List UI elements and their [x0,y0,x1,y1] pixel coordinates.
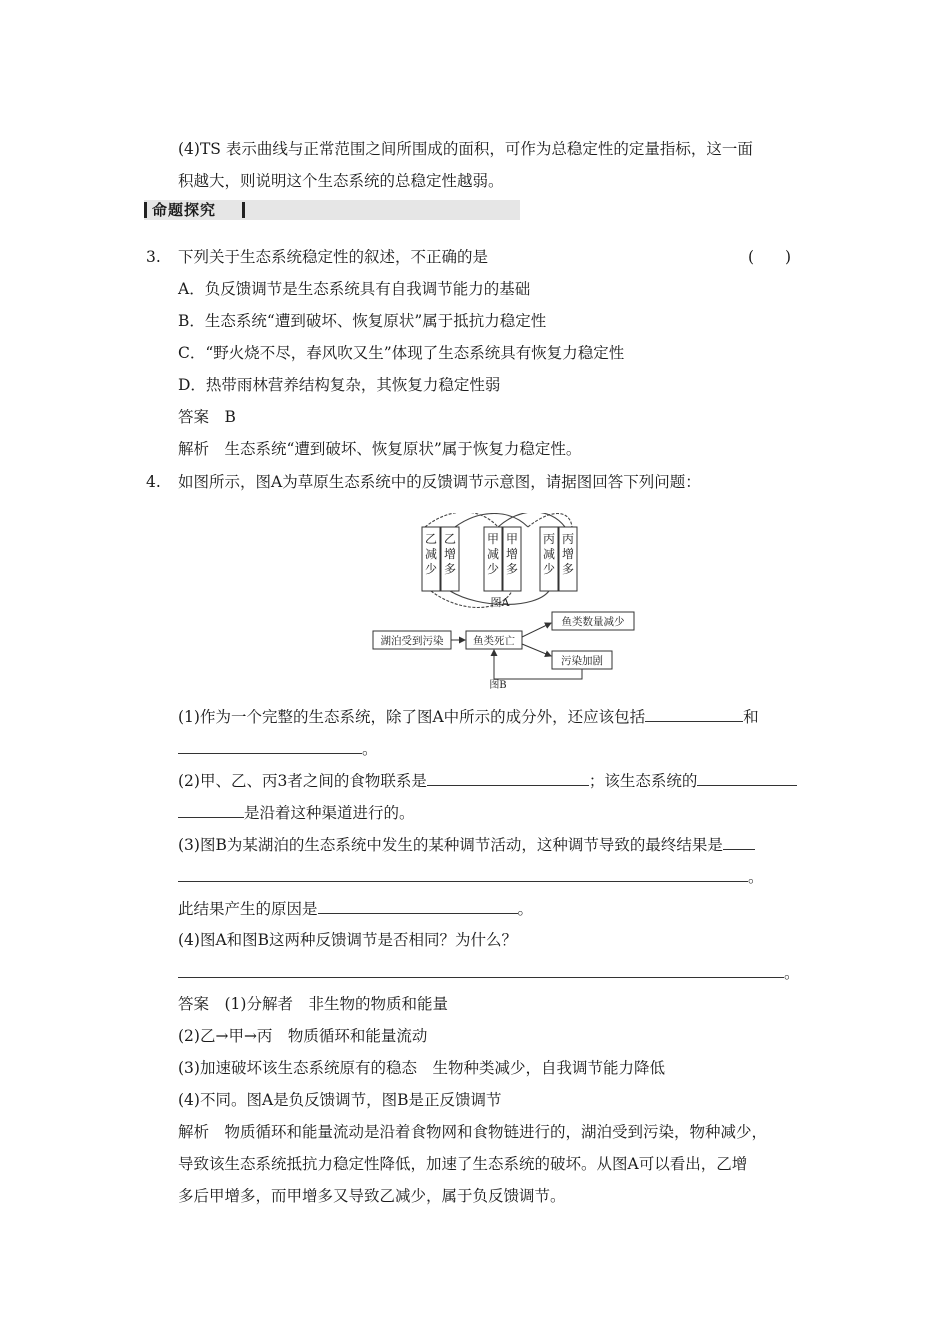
figB-node-fish-death-label: 鱼类死亡 [473,635,515,647]
q4-part3-end: 。 [748,868,764,886]
figA-box-char: 丙 [542,532,556,546]
q4-part4-line-2 [178,962,800,983]
q4-part3-text: (3)图B为某湖泊的生态系统中发生的某种调节活动，这种调节导致的最终结果是 [178,836,723,854]
figA-box-2 [441,527,459,591]
figB-node-lake-label: 湖泊受到污染 [380,635,444,647]
q4-part3-reason-end: 。 [517,900,534,918]
q4-part1-end: 。 [362,740,378,758]
q4-part3-blank-1[interactable] [723,834,755,850]
q4-number: 4. [146,473,161,491]
q4-analysis-3: 多后甲增多，而甲增多又导致乙减少，属于负反馈调节。 [178,1187,566,1205]
q4-answer-4: (4)不同。图A是负反馈调节，图B是正反馈调节 [178,1091,502,1109]
figA-box-5-label [543,532,555,576]
figA-box-char: 减 [424,547,438,561]
q4-answer-3: (3)加速破坏该生态系统原有的稳态 生物种类减少，自我调节能力降低 [178,1059,665,1077]
figA-box-3-label [487,532,499,576]
figA-box-4-label [506,532,518,576]
q4-part4: (4)图A和图B这两种反馈调节是否相同？为什么？ [178,931,518,949]
q3-option-a: A．负反馈调节是生态系统具有自我调节能力的基础 [178,280,531,298]
q4-part1-text: (1)作为一个完整的生态系统，除了图A中所示的成分外，还应该包括 [178,708,646,726]
q4-part2-text-b: ；该生态系统的 [588,772,698,790]
figB-caption: 图B [489,680,507,691]
q4-part3-line-3 [178,898,533,919]
figA-box-char: 甲 [505,532,519,546]
q4-part1 [178,706,759,727]
section-right-bar [242,202,245,218]
q4-analysis-1: 解析 物质循环和能量流动是沿着食物网和食物链进行的，湖泊受到污染，物种减少， [178,1123,768,1141]
section-header [144,200,520,220]
q4-part2-blank-1[interactable] [427,770,589,786]
q3-stem: 下列关于生态系统稳定性的叙述，不正确的是 [178,248,489,266]
figA-caption: 图A [490,596,510,609]
q3-analysis: 解析 生态系统“遭到破坏、恢复原状”属于恢复力稳定性。 [178,440,582,458]
figA-box-3 [484,527,502,591]
q4-answer-2: (2)乙→甲→丙 物质循环和能量流动 [178,1027,428,1045]
q3-number: 3. [146,248,161,266]
figB-node-fish-decrease-label: 鱼类数量减少 [561,616,625,628]
q3-option-b: B．生态系统“遭到破坏、恢复原状”属于抵抗力稳定性 [178,312,547,330]
q3-option-d: D．热带雨林营养结构复杂，其恢复力稳定性弱 [178,376,501,394]
figA-box-char: 多 [505,562,519,576]
prev-text-line-2: 积越大，则说明这个生态系统的总稳定性越弱。 [178,172,504,190]
figA-box-1 [422,527,440,591]
figA-box-6-label [562,532,574,576]
q4-part3-blank-2[interactable] [178,866,748,882]
q4-part2-text-c: 是沿着这种渠道进行的。 [244,804,415,822]
q4-stem: 如图所示，图A为草原生态系统中的反馈调节示意图，请据图回答下列问题： [178,473,701,491]
figA-box-char: 少 [542,562,556,576]
figB-arrow-2 [522,623,551,637]
figA-box-1-label [425,532,437,576]
q4-part2 [178,770,797,791]
q4-part3-blank-3[interactable] [318,898,518,914]
figA-box-char: 少 [424,562,438,576]
feedback-diagram [370,513,655,693]
q4-part2-blank-2[interactable] [697,770,797,786]
figA-box-5 [540,527,558,591]
figA-box-char: 少 [486,562,500,576]
figA-box-4 [503,527,521,591]
figA-box-6 [559,527,577,591]
q4-part4-end: 。 [784,964,800,982]
figA-box-char: 丙 [561,532,575,546]
q4-part2-text: (2)甲、乙、丙3者之间的食物联系是 [178,772,427,790]
figA-box-char: 增 [505,547,519,561]
q4-part1-line-2 [178,738,378,759]
q4-part3-reason: 此结果产生的原因是 [178,900,318,918]
q4-part1-blank-2[interactable] [178,738,362,754]
arc-yi-jia [425,513,498,527]
section-left-bar [144,202,147,218]
q3-option-c: C．“野火烧不尽，春风吹又生”体现了生态系统具有恢复力稳定性 [178,344,625,362]
q4-part1-blank-1[interactable] [645,706,743,722]
section-title: 命题探究 [152,201,217,219]
q4-part2-blank-3[interactable] [178,802,244,818]
figA-box-char: 乙 [443,532,457,546]
figB-node-pollution-label: 污染加剧 [561,655,603,667]
q4-answer-1: 答案 (1)分解者 非生物的物质和能量 [178,995,448,1013]
figA-box-char: 增 [443,547,457,561]
q4-part3 [178,834,755,855]
figA-box-char: 增 [561,547,575,561]
q4-analysis-2: 导致该生态系统抵抗力稳定性降低，加速了生态系统的破坏。从图A可以看出，乙增 [178,1155,748,1173]
q4-part3-line-2 [178,866,764,887]
figA-box-char: 减 [542,547,556,561]
figB-arrow-3 [522,644,551,656]
q3-answer-paren: ( ) [748,248,792,266]
figA-box-char: 减 [486,547,500,561]
figA-box-char: 乙 [424,532,438,546]
prev-text-line-1: (4)TS 表示曲线与正常范围之间所围成的面积，可作为总稳定性的定量指标，这一面 [178,140,753,158]
q4-part1-and: 和 [743,708,759,726]
figA-box-char: 多 [561,562,575,576]
q3-answer: 答案 B [178,408,236,426]
q4-part4-blank[interactable] [178,962,784,978]
figA-box-2-label [444,532,456,576]
figA-box-char: 甲 [486,532,500,546]
figA-box-char: 多 [443,562,457,576]
q4-part2-line-2 [178,802,415,823]
